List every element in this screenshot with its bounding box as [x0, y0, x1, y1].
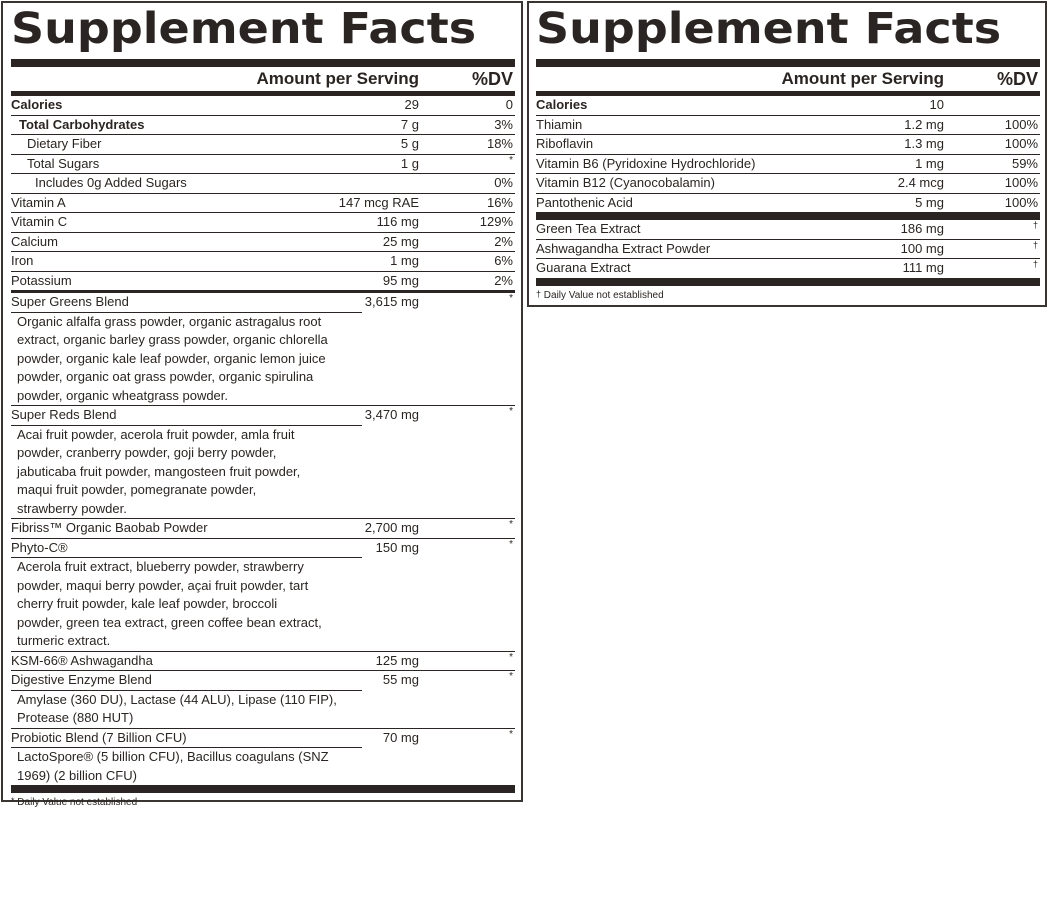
nutrient-label: Potassium	[11, 272, 72, 288]
right-footnote-text: Daily Value not established	[543, 289, 664, 301]
ingredient-line: powder, cranberry powder, goji berry powder,	[17, 445, 277, 460]
right-bottom-bar	[536, 278, 1040, 286]
ingredient-line: Organic alfalfa grass powder, organic astragalus root	[17, 313, 322, 329]
right-top-bar	[536, 59, 1040, 67]
nutrient-row	[11, 728, 515, 748]
nutrient-dv: *	[509, 651, 513, 663]
nutrient-amount: 1 mg	[390, 253, 419, 268]
left-header-dv: %DV	[471, 69, 513, 89]
nutrient-amount: 10	[929, 97, 944, 112]
ingredient-line: Acerola fruit extract, blueberry powder, strawberry	[17, 559, 304, 574]
right-footnote-mark: †	[536, 288, 542, 299]
nutrient-amount: 55 mg	[382, 672, 419, 687]
nutrient-row	[11, 115, 515, 135]
right-header-dv: %DV	[996, 69, 1038, 89]
nutrient-label: Phyto-C®	[11, 539, 68, 555]
nutrient-amount: 150 mg	[375, 539, 419, 555]
nutrient-label: Super Reds Blend	[11, 407, 117, 422]
right-header-row	[536, 67, 1040, 91]
nutrient-amount: 2.4 mcg	[897, 175, 944, 190]
ingredient-line: powder, green tea extract, green coffee bean extract,	[17, 614, 322, 630]
ingredient-line: Amylase (360 DU), Lactase (44 ALU), Lipase (110 FIP),	[17, 691, 337, 707]
nutrient-label: Dietary Fiber	[27, 136, 102, 151]
nutrient-row	[11, 518, 515, 538]
nutrient-dv: †	[1032, 220, 1038, 230]
nutrient-amount: 1.2 mg	[904, 116, 944, 132]
nutrient-row	[11, 405, 515, 425]
nutrient-amount: 29	[404, 97, 419, 112]
nutrient-row	[536, 115, 1040, 135]
nutrient-label: Fibriss™ Organic Baobab Powder	[11, 520, 208, 535]
left-label-title: Supplement Facts	[11, 4, 477, 54]
ingredient-line: cherry fruit powder, kale leaf powder, broccoli	[17, 596, 278, 611]
supplement-facts-panel-left	[1, 1, 523, 808]
nutrient-dv: 2%	[494, 233, 513, 249]
left-footnote	[11, 793, 515, 813]
nutrient-amount: 3,470 mg	[364, 407, 419, 422]
nutrient-label: Pantothenic Acid	[536, 194, 633, 210]
right-extract-list	[536, 220, 1040, 278]
nutrient-dv: 16%	[486, 194, 513, 210]
left-header-amount: Amount per Serving	[256, 69, 419, 88]
nutrient-amount: 147 mcg RAE	[338, 194, 419, 210]
nutrient-row	[11, 212, 515, 232]
nutrient-amount: 100 mg	[900, 240, 944, 256]
nutrient-dv: *	[509, 293, 513, 304]
nutrient-row	[11, 154, 515, 174]
left-bottom-bar	[11, 785, 515, 793]
nutrient-label: Green Tea Extract	[536, 221, 641, 236]
nutrient-row	[536, 239, 1040, 259]
nutrient-amount: 125 mg	[375, 652, 419, 668]
right-footnote	[536, 286, 1040, 306]
nutrient-amount: 111 mg	[902, 260, 944, 275]
left-footnote-text: Daily Value not established	[17, 797, 138, 808]
nutrient-row	[536, 220, 1040, 239]
nutrient-amount: 5 g	[400, 136, 419, 151]
left-nutrient-list	[11, 96, 515, 290]
ingredient-line: Protease (880 HUT)	[17, 710, 134, 725]
nutrient-row	[11, 193, 515, 213]
ingredient-line: powder, maqui berry powder, açai fruit powder, tart	[17, 577, 309, 593]
ingredient-line: 1969) (2 billion CFU)	[17, 767, 137, 783]
nutrient-dv: †	[1032, 259, 1038, 269]
nutrient-label: Guarana Extract	[536, 260, 631, 275]
left-footnote-mark: *	[11, 796, 15, 806]
nutrient-dv: †	[1032, 239, 1038, 250]
ingredient-line: powder, organic kale leaf powder, organic lemon juice	[17, 350, 326, 366]
nutrient-row	[11, 271, 515, 291]
nutrient-row	[536, 258, 1040, 278]
nutrient-label: Thiamin	[536, 116, 583, 132]
nutrient-amount: 3,615 mg	[364, 294, 419, 309]
nutrient-amount: 186 mg	[900, 221, 944, 236]
nutrient-dv: *	[509, 671, 513, 682]
supplement-facts-panel-right	[527, 1, 1047, 307]
nutrient-dv: 100%	[1004, 194, 1038, 210]
nutrient-row	[11, 232, 515, 252]
nutrient-amount: 2,700 mg	[364, 520, 419, 535]
ingredient-line: powder, organic wheatgrass powder.	[17, 387, 229, 403]
nutrient-dv: 59%	[1011, 155, 1038, 171]
right-middle-bar	[536, 212, 1040, 220]
nutrient-dv: 100%	[1004, 136, 1038, 151]
nutrient-row	[11, 251, 515, 271]
right-label-content	[536, 3, 1040, 306]
nutrient-label: Super Greens Blend	[11, 294, 129, 309]
nutrient-dv: 0	[505, 97, 513, 112]
blend-ingredients	[11, 425, 362, 519]
ingredient-line: turmeric extract.	[17, 633, 111, 648]
nutrient-row	[11, 173, 515, 193]
nutrient-dv: 129%	[479, 214, 513, 229]
nutrient-dv: 100%	[1004, 116, 1038, 132]
nutrient-row	[536, 173, 1040, 193]
nutrient-label: Total Sugars	[27, 155, 100, 171]
right-label-title: Supplement Facts	[536, 4, 1002, 54]
nutrient-dv: 100%	[1004, 175, 1038, 190]
ingredient-line: powder, organic oat grass powder, organic spirulina	[17, 369, 314, 384]
nutrient-row	[11, 134, 515, 154]
nutrient-amount: 116 mg	[376, 214, 419, 229]
nutrient-dv: 0%	[494, 175, 513, 190]
nutrient-row	[11, 651, 515, 671]
nutrient-row	[536, 193, 1040, 213]
nutrient-amount: 1 mg	[915, 155, 944, 171]
blend-ingredients	[11, 312, 362, 406]
nutrient-row	[536, 96, 1040, 115]
nutrient-label: Includes 0g Added Sugars	[35, 175, 187, 190]
nutrient-dv: 18%	[486, 136, 513, 151]
nutrient-amount: 5 mg	[915, 194, 944, 210]
nutrient-dv: *	[509, 406, 513, 417]
nutrient-dv: 3%	[494, 116, 513, 132]
ingredient-line: extract, organic barley grass powder, organic chlorella	[17, 332, 328, 347]
left-blend-list	[11, 293, 515, 785]
nutrient-row	[11, 670, 515, 690]
nutrient-label: Vitamin B12 (Cyanocobalamin)	[536, 175, 715, 190]
nutrient-row	[11, 96, 515, 115]
nutrient-amount: 1.3 mg	[904, 136, 944, 151]
nutrient-row	[536, 154, 1040, 174]
blend-ingredients	[11, 690, 362, 728]
nutrient-dv: 2%	[494, 272, 513, 288]
ingredient-line: maqui fruit powder, pomegranate powder,	[17, 482, 257, 497]
ingredient-line: Acai fruit powder, acerola fruit powder, amla fruit	[17, 426, 295, 442]
nutrient-label: Iron	[11, 253, 34, 268]
nutrient-label: Calories	[11, 97, 63, 112]
nutrient-row	[11, 293, 515, 312]
ingredient-line: jabuticaba fruit powder, mangosteen fruit powder,	[17, 463, 301, 479]
nutrient-label: Total Carbohydrates	[19, 116, 145, 132]
right-header-amount: Amount per Serving	[781, 69, 944, 88]
nutrient-dv: *	[509, 728, 513, 740]
nutrient-label: Vitamin C	[11, 214, 68, 229]
nutrient-label: Riboflavin	[536, 136, 594, 151]
nutrient-dv: *	[509, 538, 513, 550]
ingredient-line: LactoSpore® (5 billion CFU), Bacillus coagulans (SNZ	[17, 749, 329, 764]
nutrient-label: Digestive Enzyme Blend	[11, 672, 152, 687]
right-nutrient-list	[536, 96, 1040, 212]
nutrient-label: Calcium	[11, 233, 58, 249]
nutrient-amount: 95 mg	[382, 272, 419, 288]
nutrient-dv: *	[509, 519, 513, 530]
left-top-bar	[11, 59, 515, 67]
nutrient-label: Ashwagandha Extract Powder	[536, 240, 711, 256]
nutrient-dv: *	[509, 154, 513, 166]
nutrient-dv: 6%	[494, 253, 513, 268]
blend-ingredients	[11, 557, 362, 651]
nutrient-label: Vitamin A	[11, 194, 66, 210]
left-header-row	[11, 67, 515, 91]
nutrient-amount: 25 mg	[382, 233, 419, 249]
nutrient-amount: 70 mg	[382, 729, 419, 745]
ingredient-line: strawberry powder.	[17, 500, 127, 516]
nutrient-row	[11, 538, 515, 558]
nutrient-row	[536, 134, 1040, 154]
nutrient-label: Vitamin B6 (Pyridoxine Hydrochloride)	[536, 155, 756, 171]
nutrient-amount: 1 g	[400, 155, 419, 171]
nutrient-label: KSM-66® Ashwagandha	[11, 652, 153, 668]
nutrient-amount: 7 g	[400, 116, 419, 132]
blend-ingredients	[11, 747, 362, 785]
nutrient-label: Calories	[536, 97, 588, 112]
nutrient-label: Probiotic Blend (7 Billion CFU)	[11, 729, 187, 745]
left-label-content	[11, 3, 515, 813]
